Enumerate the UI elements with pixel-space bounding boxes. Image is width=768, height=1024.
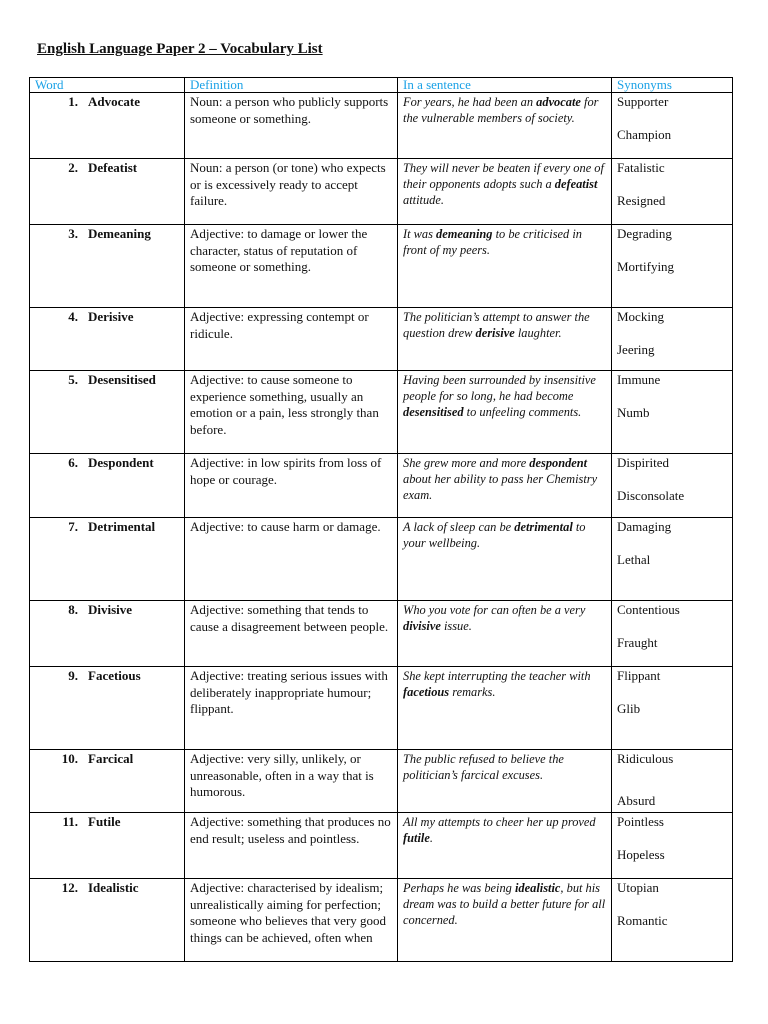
sentence-text: .: [429, 831, 433, 845]
word-cell: [30, 371, 185, 454]
entry-number: 6.: [68, 455, 78, 470]
vocab-word: Idealistic: [88, 880, 139, 895]
sentence-cell: [398, 667, 612, 750]
sentence-cell: [398, 454, 612, 518]
synonyms-cell: [612, 667, 733, 750]
vocab-word: Futile: [88, 814, 121, 829]
synonym: Immune: [617, 372, 661, 387]
sentence-cell: [398, 879, 612, 962]
table-row: [30, 667, 733, 750]
synonyms-cell: [612, 601, 733, 667]
synonym: Lethal: [617, 552, 651, 567]
sentence-text: issue.: [440, 619, 472, 633]
synonym: Hopeless: [617, 847, 665, 862]
entry-number: 7.: [68, 519, 78, 534]
table-row: [30, 750, 733, 813]
synonym: Ridiculous: [617, 751, 674, 766]
definition-cell: Adjective: treating serious issues with deliberately inappropriate humour; flippant.: [185, 667, 398, 750]
synonym: Dispirited: [617, 455, 669, 470]
synonyms-cell: [612, 308, 733, 371]
table-row: [30, 371, 733, 454]
sentence-text: remarks.: [449, 685, 496, 699]
entry-number: 8.: [68, 602, 78, 617]
definition-cell: Adjective: something that produces no end result; useless and pointless.: [185, 813, 398, 879]
sentence-keyword: defeatist: [554, 177, 598, 191]
sentence-text: to unfeeling comments.: [463, 405, 582, 419]
entry-number: 2.: [68, 160, 78, 175]
entry-number: 9.: [68, 668, 78, 683]
sentence-cell: [398, 93, 612, 159]
table-row: [30, 813, 733, 879]
synonym: Mortifying: [617, 259, 675, 274]
entry-number: 3.: [68, 226, 78, 241]
sentence-text: to your wellbeing.: [403, 520, 586, 550]
synonym: Utopian: [617, 880, 659, 895]
vocab-word: Despondent: [88, 455, 154, 470]
sentence-text: The politician’s attempt to answer the question drew: [403, 310, 590, 340]
sentence-text: They will never be beaten if every one of their opponents adopts such a: [403, 161, 604, 191]
sentence-text: She kept interrupting the teacher with: [403, 669, 591, 683]
sentence-cell: [398, 601, 612, 667]
sentence-text: Perhaps he was being: [403, 881, 515, 895]
word-cell: [30, 454, 185, 518]
sentence-keyword: facetious: [403, 685, 450, 699]
word-cell: [30, 750, 185, 813]
sentence-keyword: derisive: [475, 326, 515, 340]
word-cell: [30, 225, 185, 308]
vocab-word: Facetious: [88, 668, 141, 683]
synonyms-cell: [612, 371, 733, 454]
table-row: [30, 308, 733, 371]
word-cell: [30, 93, 185, 159]
sentence-cell: [398, 750, 612, 813]
sentence-keyword: advocate: [536, 95, 581, 109]
word-cell: [30, 667, 185, 750]
sentence-text: It was: [403, 227, 437, 241]
sentence-text: The public refused to believe the politician’s farcical excuses.: [403, 752, 564, 782]
vocab-word: Farcical: [88, 751, 134, 766]
sentence-keyword: idealistic: [514, 881, 561, 895]
synonyms-cell: [612, 750, 733, 813]
sentence-cell: [398, 159, 612, 225]
sentence-cell: [398, 813, 612, 879]
synonyms-cell: [612, 879, 733, 962]
synonym: Mocking: [617, 309, 664, 324]
entry-number: 5.: [68, 372, 78, 387]
header-word: Word: [30, 78, 185, 93]
table-row: [30, 601, 733, 667]
definition-cell: Adjective: characterised by idealism; unrealistically aiming for perfection; someone who believes that very good things can be achieved, often when: [185, 879, 398, 962]
word-cell: [30, 601, 185, 667]
sentence-text: attitude.: [403, 193, 444, 207]
entry-number: 12.: [61, 880, 78, 895]
header-synonyms: Synonyms: [612, 78, 733, 93]
sentence-text: for the vulnerable members of society.: [403, 95, 599, 125]
definition-cell: Adjective: to cause harm or damage.: [185, 518, 398, 601]
vocabulary-rows: [30, 93, 733, 962]
page-title: English Language Paper 2 – Vocabulary List: [37, 41, 323, 57]
synonym: Flippant: [617, 668, 661, 683]
synonym: Supporter: [617, 94, 669, 109]
synonym: Absurd: [617, 793, 656, 808]
synonym: Resigned: [617, 193, 666, 208]
sentence-text: All my attempts to cheer her up proved: [403, 815, 596, 829]
table-row: [30, 93, 733, 159]
entry-number: 1.: [68, 94, 78, 109]
definition-cell: Adjective: very silly, unlikely, or unreasonable, often in a way that is humorous.: [185, 750, 398, 813]
word-cell: [30, 308, 185, 371]
synonyms-cell: [612, 93, 733, 159]
sentence-keyword: detrimental: [514, 520, 573, 534]
vocab-word: Divisive: [88, 602, 133, 617]
sentence-text: She grew more and more: [403, 456, 530, 470]
sentence-text: Having been surrounded by insensitive people for so long, he had become: [403, 373, 596, 403]
definition-cell: Adjective: to cause someone to experience something, usually an emotion or a pain, less strongly than before.: [185, 371, 398, 454]
sentence-keyword: demeaning: [436, 227, 493, 241]
synonym: Fatalistic: [617, 160, 665, 175]
definition-cell: Adjective: in low spirits from loss of hope or courage.: [185, 454, 398, 518]
definition-cell: Noun: a person who publicly supports someone or something.: [185, 93, 398, 159]
vocab-word: Desensitised: [88, 372, 156, 387]
word-cell: [30, 879, 185, 962]
synonyms-cell: [612, 813, 733, 879]
sentence-cell: [398, 225, 612, 308]
sentence-text: to be criticised in front of my peers.: [403, 227, 582, 257]
vocabulary-table: [29, 77, 733, 962]
synonyms-cell: [612, 454, 733, 518]
definition-cell: Adjective: something that tends to cause a disagreement between people.: [185, 601, 398, 667]
synonyms-cell: [612, 518, 733, 601]
sentence-cell: [398, 518, 612, 601]
sentence-text: , but his dream was to build a better future for all concerned.: [403, 881, 606, 927]
sentence-keyword: despondent: [529, 456, 588, 470]
sentence-keyword: desensitised: [403, 405, 464, 419]
synonym: Romantic: [617, 913, 668, 928]
synonyms-cell: [612, 159, 733, 225]
table-row: [30, 159, 733, 225]
synonym: Fraught: [617, 635, 658, 650]
definition-cell: Noun: a person (or tone) who expects or is excessively ready to accept failure.: [185, 159, 398, 225]
sentence-keyword: divisive: [403, 619, 441, 633]
table-row: [30, 879, 733, 962]
synonyms-cell: [612, 225, 733, 308]
vocab-word: Advocate: [88, 94, 140, 109]
synonym: Pointless: [617, 814, 664, 829]
word-cell: [30, 159, 185, 225]
entry-number: 4.: [68, 309, 78, 324]
synonym: Damaging: [617, 519, 672, 534]
sentence-text: laughter.: [514, 326, 562, 340]
synonym: Contentious: [617, 602, 680, 617]
synonym: Disconsolate: [617, 488, 685, 503]
word-cell: [30, 518, 185, 601]
synonym: Degrading: [617, 226, 672, 241]
definition-cell: Adjective: expressing contempt or ridicule.: [185, 308, 398, 371]
header-definition: Definition: [185, 78, 398, 93]
word-cell: [30, 813, 185, 879]
table-row: [30, 518, 733, 601]
table-row: [30, 454, 733, 518]
sentence-text: For years, he had been an: [403, 95, 537, 109]
synonym: Numb: [617, 405, 650, 420]
synonym: Jeering: [617, 342, 655, 357]
table-row: [30, 225, 733, 308]
sentence-text: about her ability to pass her Chemistry exam.: [403, 472, 598, 502]
vocab-word: Defeatist: [88, 160, 138, 175]
definition-cell: Adjective: to damage or lower the character, status of reputation of someone or something.: [185, 225, 398, 308]
vocab-word: Detrimental: [88, 519, 156, 534]
sentence-text: Who you vote for can often be a very: [403, 603, 586, 617]
synonym: Champion: [617, 127, 672, 142]
table-header-row: [30, 78, 733, 93]
sentence-keyword: futile: [403, 831, 430, 845]
sentence-cell: [398, 308, 612, 371]
entry-number: 11.: [62, 814, 78, 829]
sentence-text: A lack of sleep can be: [403, 520, 515, 534]
vocab-word: Derisive: [88, 309, 134, 324]
header-sentence: In a sentence: [398, 78, 612, 93]
sentence-cell: [398, 371, 612, 454]
entry-number: 10.: [61, 751, 78, 766]
vocab-word: Demeaning: [88, 226, 151, 241]
synonym: Glib: [617, 701, 641, 716]
